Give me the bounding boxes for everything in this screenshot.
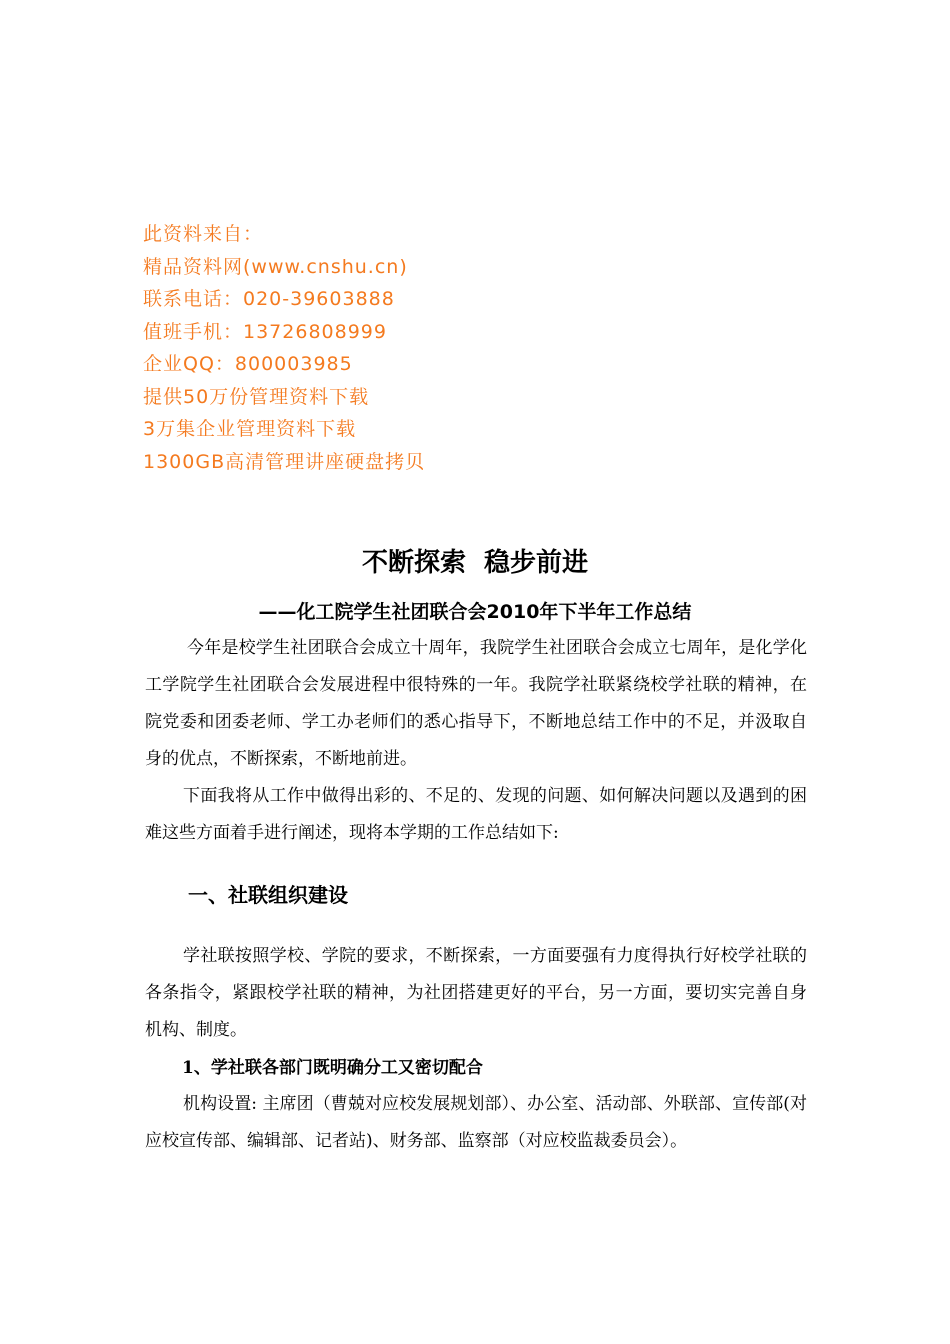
- source-label: 此资料来自：: [143, 223, 264, 245]
- source-info-block: [143, 218, 843, 478]
- contact-phone: 联系电话：020-39603888: [143, 288, 395, 310]
- subsection-heading-departments: 1、学社联各部门既明确分工又密切配合: [182, 1058, 483, 1078]
- subsection-paragraph-departments: 机构设置: 主席团（曹兢对应校发展规划部）、办公室、活动部、外联部、宣传部(对应校宣传部、编辑部、记者站)、财务部、监察部（对应校监裁委员会）。: [145, 1094, 807, 1151]
- document-title: 不断探索 稳步前进: [361, 548, 589, 578]
- section-paragraph-organization: 学社联按照学校、学院的要求，不断探索，一方面要强有力度得执行好校学社联的各条指令，紧跟校学社联的精神，为社团搭建更好的平台，另一方面，要切实完善自身机构、制度。: [145, 946, 807, 1040]
- source-website: 精品资料网(www.cnshu.cn): [143, 255, 408, 278]
- promo-offer-1: 提供50万份管理资料下载: [143, 385, 370, 408]
- outline-paragraph: 下面我将从工作中做得出彩的、不足的、发现的问题、如何解决问题以及遇到的困难这些方面着手进行阐述，现将本学期的工作总结如下:: [145, 786, 807, 843]
- duty-mobile: 值班手机：13726808999: [143, 320, 387, 343]
- intro-paragraph: 今年是校学生社团联合会成立十周年，我院学生社团联合会成立七周年，是化学化工学院学生社团联合会发展进程中很特殊的一年。我院学社联紧绕校学社联的精神，在院党委和团委老师、学工办老师们的悉心指导下，不断地总结工作中的不足，并汲取自身的优点，不断探索，不断地前进。: [145, 638, 807, 769]
- section-heading-organization: 一、社联组织建设: [188, 883, 348, 907]
- promo-offer-2: 3万集企业管理资料下载: [143, 418, 357, 440]
- company-qq: 企业QQ：800003985: [143, 353, 353, 375]
- promo-offer-3: 1300GB高清管理讲座硬盘拷贝: [143, 450, 426, 473]
- document-subtitle: ——化工院学生社团联合会2010年下半年工作总结: [258, 601, 692, 623]
